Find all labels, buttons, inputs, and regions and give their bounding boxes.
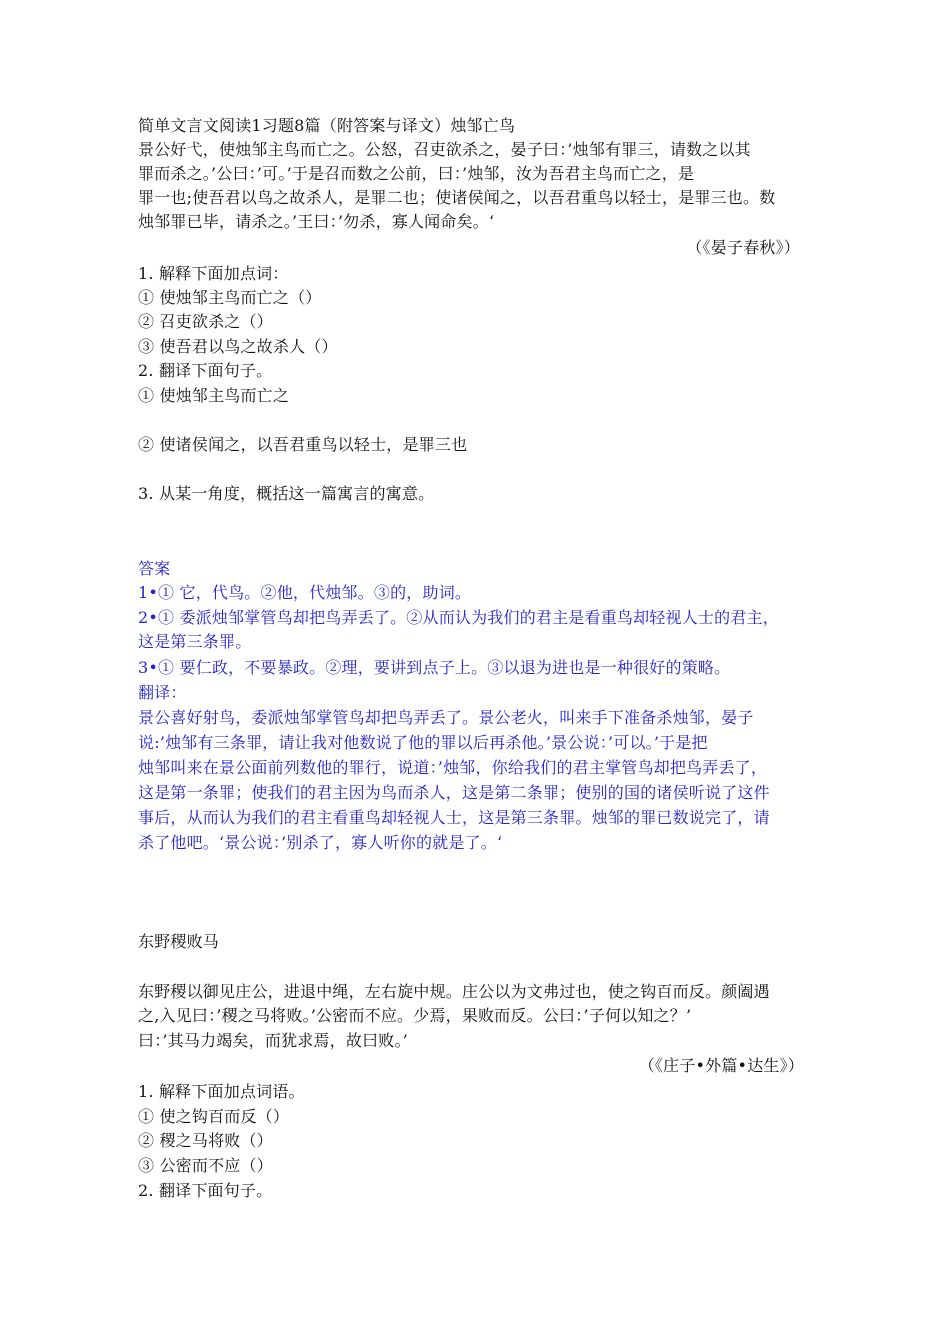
translation-line: 这是第一条罪；使我们的君主因为鸟而杀人，这是第二条罪；使别的国的诸侯听说了这件 xyxy=(138,783,770,802)
answer-line: 2•① 委派烛邹掌管鸟却把鸟弄丢了。②从而认为我们的君主是看重鸟却轻视人士的君主， xyxy=(138,608,779,627)
story1-text-line: 罪而杀之。’公曰：’可。’于是召而数之公前，曰：’烛邹，汝为吾君主鸟而亡之，是 xyxy=(138,164,695,183)
question-line: ② 稷之马将败（） xyxy=(138,1131,273,1150)
question-line: ③ 使吾君以鸟之故杀人（） xyxy=(138,337,338,356)
story1-text-line: 罪一也;使吾君以鸟之故杀人，是罪二也；使诸侯闻之，以吾君重鸟以轻士，是罪三也。数 xyxy=(138,188,776,207)
document-title: 简单文言文阅读1习题8篇（附答案与译文）烛邹亡鸟 xyxy=(138,116,516,135)
question-line: ② 召吏欲杀之（） xyxy=(138,312,273,331)
story2-text-line: 之,入见曰：’稷之马将败。’公密而不应。少焉，果败而反。公曰：’子何以知之？’ xyxy=(138,1006,692,1025)
story2-title: 东野稷败马 xyxy=(138,932,220,951)
question-line: 2. 翻译下面句子。 xyxy=(138,1181,273,1200)
question-line: 3. 从某一角度，概括这一篇寓言的寓意。 xyxy=(138,484,435,503)
answer-line: 1•① 它，代鸟。②他，代烛邹。③的，助词。 xyxy=(138,583,472,602)
translation-line: 景公喜好射鸟，委派烛邹掌管鸟却把鸟弄丢了。景公老火，叫来手下准备杀烛邹，晏子 xyxy=(138,708,754,727)
story1-source: （《晏子春秋》） xyxy=(686,238,800,257)
answer-heading: 答案 xyxy=(138,559,171,578)
answer-line: 3•① 要仁政，不要暴政。②理，要讲到点子上。③以退为进也是一种很好的策略。 xyxy=(138,658,731,677)
question-line: ① 使烛邹主鸟而亡之（） xyxy=(138,288,322,307)
question-line: ③ 公密而不应（） xyxy=(138,1156,273,1175)
question-line: ① 使之钩百而反（） xyxy=(138,1107,290,1126)
question-line: ② 使诸侯闻之，以吾君重鸟以轻士，是罪三也 xyxy=(138,435,468,454)
question-line: 1. 解释下面加点词语。 xyxy=(138,1082,305,1101)
story1-text-line: 景公好弋，使烛邹主鸟而亡之。公怒，召吏欲杀之，晏子曰：’烛邹有罪三，请数之以其 xyxy=(138,140,751,159)
translation-line: 杀了他吧。‘景公说：’别杀了，寡人听你的就是了。‘ xyxy=(138,833,503,852)
translation-line: 事后，从而认为我们的君主看重鸟却轻视人士，这是第三条罪。烛邹的罪已数说完了，请 xyxy=(138,808,770,827)
story2-source: （《庄子•外篇•达生》） xyxy=(638,1056,804,1075)
question-line: ① 使烛邹主鸟而亡之 xyxy=(138,386,290,405)
translation-line: 烛邹叫来在景公面前列数他的罪行，说道：’烛邹，你给我们的君主掌管鸟却把鸟弄丢了， xyxy=(138,758,768,777)
question-line: 1. 解释下面加点词： xyxy=(138,264,289,283)
question-line: 2. 翻译下面句子。 xyxy=(138,361,273,380)
story2-text-line: 东野稷以御见庄公，进退中绳，左右旋中规。庄公以为文弗过也，使之钩百而反。颜阖遇 xyxy=(138,982,770,1001)
translation-heading: 翻译： xyxy=(138,683,187,702)
story1-text-line: 烛邹罪已毕，请杀之。’王曰：’勿杀，寡人闻命矣。‘ xyxy=(138,212,495,231)
translation-line: 说:’烛邹有三条罪，请让我对他数说了他的罪以后再杀他。’景公说：’可以。’于是把 xyxy=(138,733,708,752)
story2-text-line: 曰：’其马力竭矣，而犹求焉，故曰败。’ xyxy=(138,1031,408,1050)
answer-line: 这是第三条罪。 xyxy=(138,632,252,651)
